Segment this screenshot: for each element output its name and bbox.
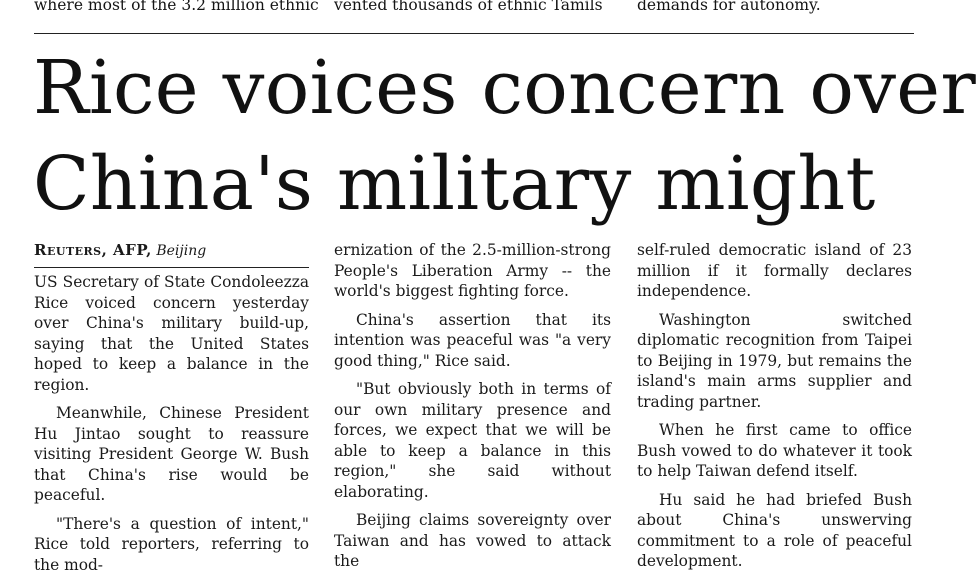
- byline-dateline: Beijing: [156, 243, 207, 259]
- article-column-1: [34, 240, 309, 583]
- previous-article-col3-tail: demands for autonomy.: [637, 0, 821, 14]
- section-divider-rule: [34, 33, 914, 34]
- paragraph: Beijing claims sovereignty over Taiwan and has vowed to attack the: [334, 511, 611, 570]
- article-column-2: [334, 240, 611, 580]
- paragraph: "There's a question of intent," Rice told reporters, referring to the mod-: [34, 514, 309, 574]
- article-column-3: [637, 240, 912, 580]
- paragraph: Meanwhile, Chinese President Hu Jintao sought to reassure visiting President George W. Bush that China's rise would be peaceful.: [34, 404, 309, 504]
- previous-article-col1-tail: where most of the 3.2 million ethnic: [34, 0, 319, 14]
- headline-line-1: Rice voices concern over: [33, 45, 976, 131]
- paragraph: Washington switched diplomatic recognition from Taipei to Beijing in 1979, but remains the island's main arms supplier and trading partner.: [637, 310, 912, 411]
- paragraph: Hu said he had briefed Bush about China's unswerving commitment to a role of peaceful development.: [637, 490, 912, 570]
- paragraph: self-ruled democratic island of 23 million if it formally declares independence.: [637, 241, 912, 300]
- paragraph: ernization of the 2.5-million-strong People's Liberation Army -- the world's biggest fighting force.: [334, 241, 611, 300]
- byline-agencies: Reuters, AFP,: [34, 241, 152, 259]
- paragraph: "But obviously both in terms of our own military presence and forces, we expect that we will be able to keep a balance in this region," she said without elaborating.: [334, 380, 611, 501]
- article-headline: [33, 40, 976, 232]
- paragraph: US Secretary of State Condoleezza Rice voiced concern yesterday over China's military build-up, saying that the United States hoped to keep a balance in the region.: [34, 273, 309, 394]
- headline-line-2: China's military might: [33, 141, 876, 227]
- paragraph: When he first came to office Bush vowed to do whatever it took to help Taiwan defend itself.: [637, 421, 912, 480]
- previous-article-col2-tail: vented thousands of ethnic Tamils: [334, 0, 603, 14]
- paragraph: China's assertion that its intention was peaceful was "a very good thing," Rice said.: [334, 310, 611, 370]
- byline: [34, 240, 309, 268]
